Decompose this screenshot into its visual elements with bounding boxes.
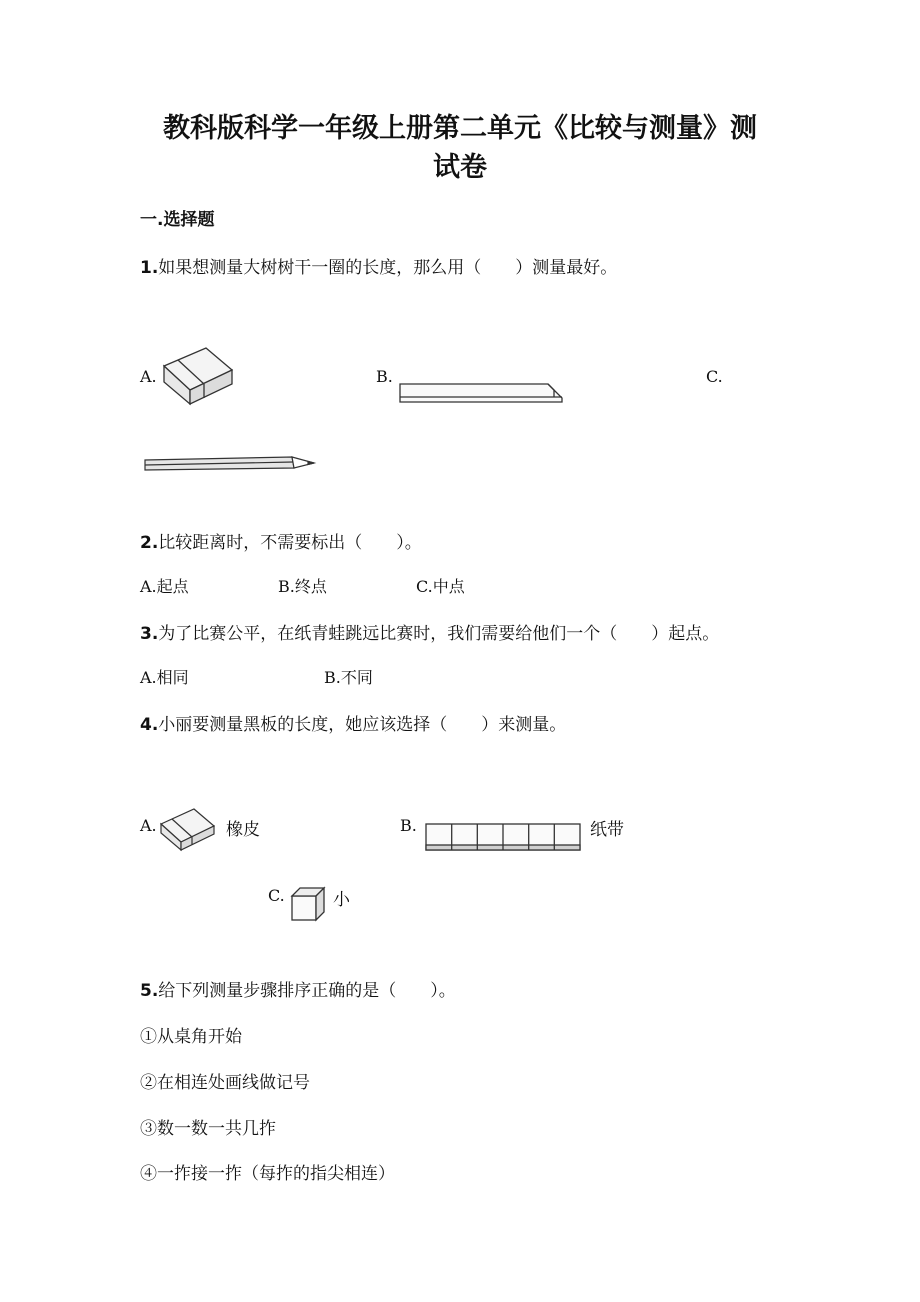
- page-title-line-1: 教科版科学一年级上册第二单元《比较与测量》测: [163, 113, 757, 144]
- eraser-icon: [160, 340, 236, 408]
- question-1-text: 如果想测量大树树干一圈的长度，那么用（ ）测量最好。: [158, 258, 618, 278]
- q2-option-c[interactable]: C.中点: [416, 577, 465, 596]
- q4-option-c-label[interactable]: C.: [268, 886, 285, 905]
- question-5: [140, 976, 456, 1001]
- question-1: [140, 253, 617, 278]
- page-title-line-2: 试卷: [433, 152, 487, 183]
- q1-option-a-label[interactable]: A.: [140, 367, 157, 386]
- question-3-text: 为了比赛公平，在纸青蛙跳远比赛时，我们需要给他们一个（ ）起点。: [158, 624, 720, 644]
- question-1-number: 1.: [140, 258, 159, 278]
- question-4-number: 4.: [140, 715, 159, 735]
- q4-option-b-label[interactable]: B.: [400, 816, 417, 835]
- question-3: [140, 619, 719, 644]
- question-3-number: 3.: [140, 624, 159, 644]
- paper-strip-icon: [398, 378, 564, 406]
- q1-option-b-label[interactable]: B.: [376, 367, 393, 386]
- q2-option-b[interactable]: B.终点: [278, 577, 327, 596]
- q4-option-c-caption: 小: [333, 890, 350, 910]
- question-2: [140, 528, 422, 553]
- q5-step-1: ①从桌角开始: [140, 1027, 242, 1047]
- q3-option-b[interactable]: B.不同: [324, 668, 373, 687]
- q3-option-a[interactable]: A.相同: [140, 668, 189, 687]
- q4-option-a-caption: 橡皮: [226, 820, 260, 840]
- q4-option-a-label[interactable]: A.: [140, 816, 157, 835]
- q5-step-2: ②在相连处画线做记号: [140, 1073, 310, 1093]
- paper-strip-segments-icon: [424, 820, 582, 854]
- question-2-number: 2.: [140, 533, 159, 553]
- q4-option-b-caption: 纸带: [590, 820, 624, 840]
- q5-step-3: ③数一数一共几拃: [140, 1119, 276, 1139]
- q1-option-c-label[interactable]: C.: [706, 367, 723, 386]
- question-2-text: 比较距离时，不需要标出（ ）。: [158, 533, 422, 553]
- q2-option-a[interactable]: A.起点: [140, 577, 189, 596]
- question-5-number: 5.: [140, 981, 159, 1001]
- pencil-icon: [144, 456, 318, 474]
- question-4-text: 小丽要测量黑板的长度，她应该选择（ ）来测量。: [158, 715, 567, 735]
- eraser-icon: [158, 804, 218, 852]
- question-4: [140, 710, 566, 735]
- cube-icon: [290, 886, 326, 922]
- q5-step-4: ④一拃接一拃（每拃的指尖相连）: [140, 1164, 395, 1184]
- section-heading: 一.选择题: [140, 210, 215, 230]
- question-5-text: 给下列测量步骤排序正确的是（ ）。: [158, 981, 456, 1001]
